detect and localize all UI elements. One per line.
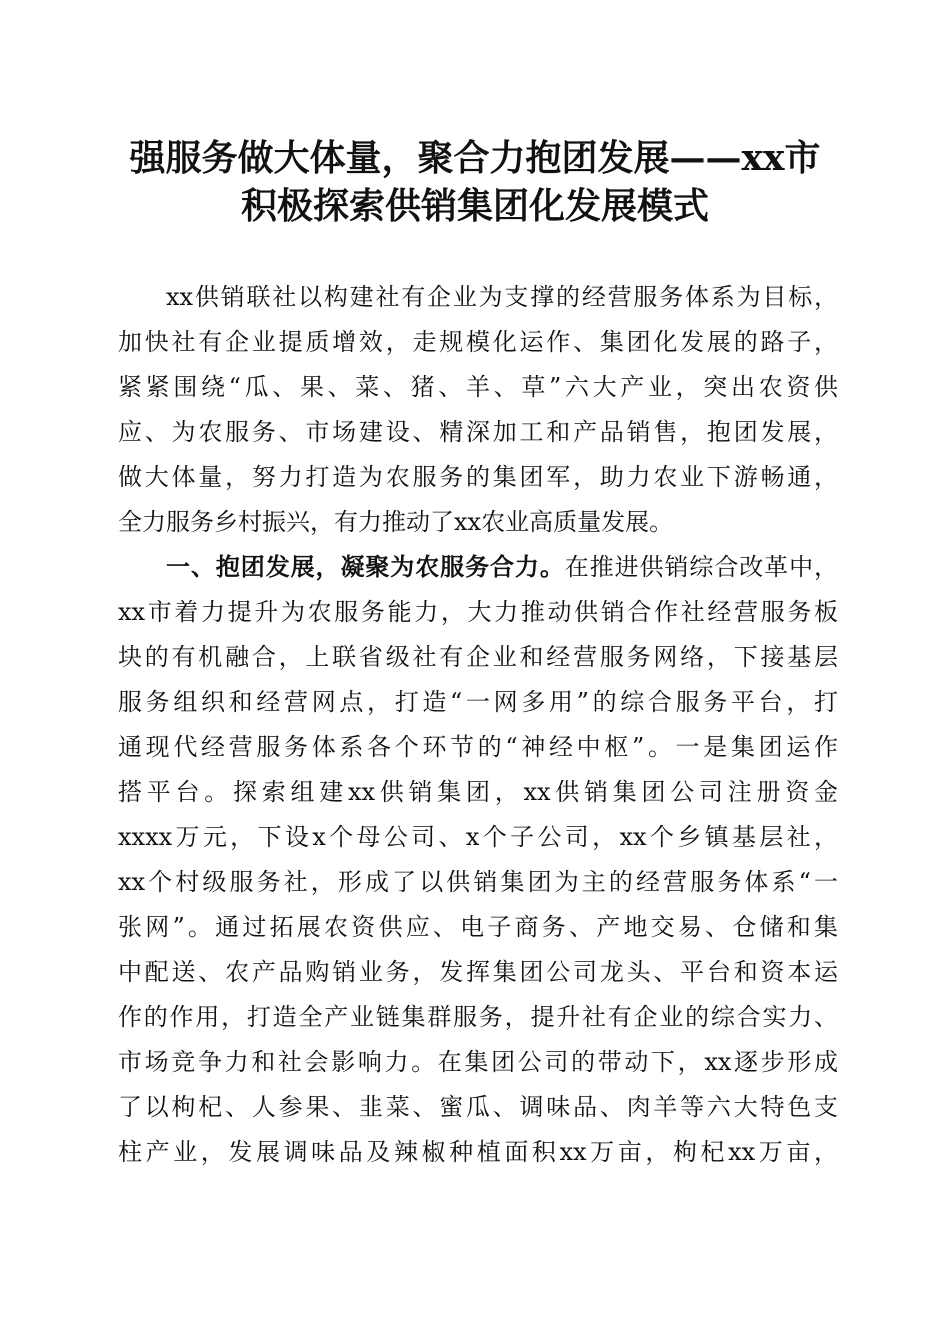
section-heading: 一、抱团发展，凝聚为农服务合力。	[166, 552, 565, 581]
paragraph-2-line: xxxx万元，下设x个母公司、x个子公司，xx个乡镇基层社，	[118, 823, 838, 851]
document-title-line-2: 积极探索供销集团化发展模式	[240, 185, 709, 227]
paragraph-2-line: 了以枸杞、人参果、韭菜、蜜瓜、调味品、肉羊等六大特色支	[118, 1093, 838, 1121]
paragraph-2-line: xx市着力提升为农服务能力，大力推动供销合作社经营服务板	[118, 598, 838, 626]
paragraph-2-line: 张网”。通过拓展农资供应、电子商务、产地交易、仓储和集	[118, 913, 838, 941]
paragraph-1-line: 全力服务乡村振兴，有力推动了xx农业高质量发展。	[118, 508, 674, 536]
paragraph-2-line: 市场竞争力和社会影响力。在集团公司的带动下，xx逐步形成	[118, 1048, 838, 1076]
paragraph-2-line: 通现代经营服务体系各个环节的“神经中枢”。一是集团运作	[118, 733, 838, 761]
paragraph-1-line: xx供销联社以构建社有企业为支撑的经营服务体系为目标，	[166, 283, 838, 311]
paragraph-2-line: 中配送、农产品购销业务，发挥集团公司龙头、平台和资本运	[118, 958, 838, 986]
paragraph-2-line: xx个村级服务社，形成了以供销集团为主的经营服务体系“一	[118, 868, 838, 896]
document-title-line-1: 强服务做大体量，聚合力抱团发展——xx市	[129, 137, 821, 179]
paragraph-2-line: 服务组织和经营网点，打造“一网多用”的综合服务平台，打	[118, 688, 838, 716]
paragraph-2-first-line	[166, 545, 838, 589]
paragraph-1-line: 做大体量，努力打造为农服务的集团军，助力农业下游畅通，	[118, 463, 838, 491]
paragraph-2-line: 搭平台。探索组建xx供销集团，xx供销集团公司注册资金	[118, 778, 838, 806]
paragraph-1-line: 紧紧围绕“瓜、果、菜、猪、羊、草”六大产业，突出农资供	[118, 373, 838, 401]
paragraph-2-line: 块的有机融合，上联省级社有企业和经营服务网络，下接基层	[118, 643, 838, 671]
paragraph-2-line: 柱产业，发展调味品及辣椒种植面积xx万亩，枸杞xx万亩，	[118, 1138, 838, 1166]
paragraph-2-line: 作的作用，打造全产业链集群服务，提升社有企业的综合实力、	[118, 1003, 838, 1031]
paragraph-1-line: 应、为农服务、市场建设、精深加工和产品销售，抱团发展，	[118, 418, 838, 446]
paragraph-2-first-line-text: 在推进供销综合改革中，	[564, 553, 839, 581]
paragraph-1-line: 加快社有企业提质增效，走规模化运作、集团化发展的路子，	[118, 328, 838, 356]
